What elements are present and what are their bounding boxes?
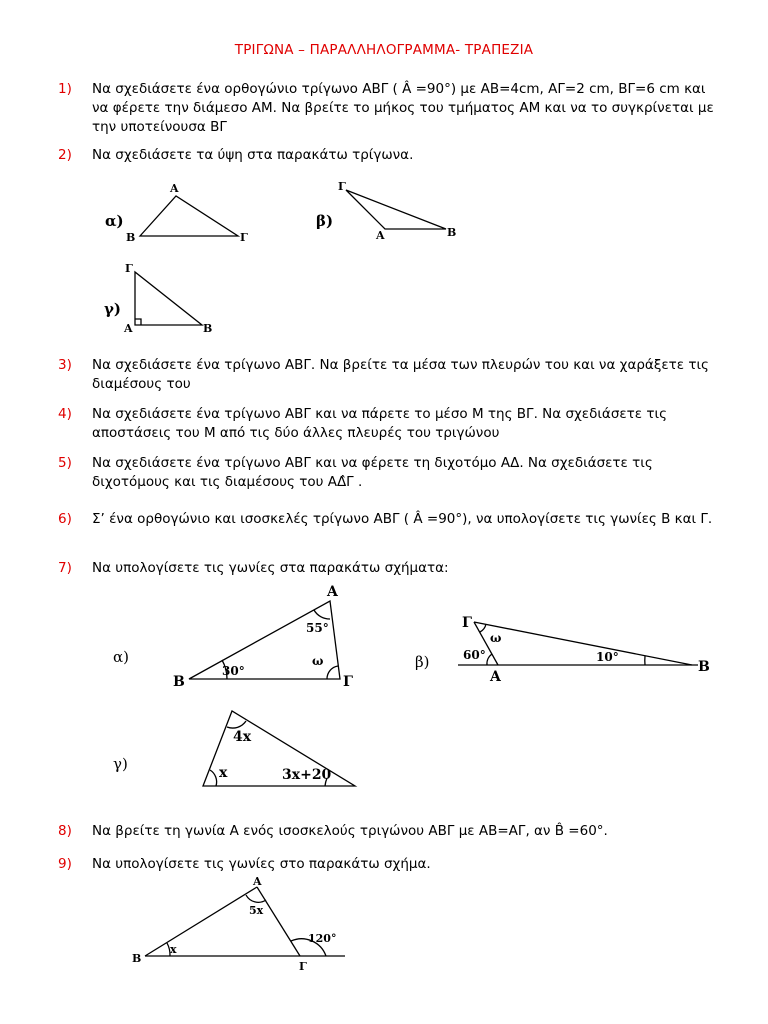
angle-label-7b-B: 10° [596, 650, 619, 664]
side-9-AB [145, 887, 257, 956]
angle-label-7c-top: 4x [233, 729, 252, 745]
question-text: Να σχεδιάσετε ένα τρίγωνο ΑΒΓ. Να βρείτε τα μέσα των πλευρών του και να χαράξετε τις διαμέσους του [92, 357, 709, 392]
right-angle-mark [135, 319, 141, 325]
triangle-2a [140, 196, 238, 236]
vertex-label-2c-B: B [203, 322, 213, 335]
caption-2a: α) [105, 212, 124, 230]
vertex-label-9-A: A [253, 875, 262, 888]
angle-label-7b-A: 60° [463, 648, 486, 662]
caption-2c: γ) [104, 300, 121, 318]
angle-label-7a-B: 30° [222, 664, 245, 678]
question-text: Να σχεδιάσετε ένα τρίγωνο ΑΒΓ και να φέρετε τη διχοτόμο ΑΔ. Να σχεδιάσετε τις διχοτόμους και τις διαμέσους του ΑΔ̂Γ . [92, 455, 653, 490]
angle-arc-7c-top [227, 721, 246, 728]
angle-label-9-A: 5x [249, 904, 264, 917]
question-text: Να βρείτε τη γωνία Α ενός ισοσκελούς τριγώνου ΑΒΓ με ΑΒ=ΑΓ, αν B̂ =60°. [92, 823, 608, 839]
angle-arc-7a-G [327, 666, 338, 679]
vertex-label-2a-B: B [126, 231, 136, 244]
vertex-label-7b-B: B [698, 659, 710, 675]
question-text: Σ’ ένα ορθογώνιο και ισοσκελές τρίγωνο ΑΒΓ ( Â =90°), να υπολογίσετε τις γωνίες Β και Γ. [92, 511, 713, 527]
angle-arc-7b-A [487, 654, 492, 665]
vertex-label-9-B: B [132, 952, 142, 965]
angle-label-9-B: x [170, 943, 177, 956]
caption-2b: β) [316, 212, 334, 230]
question-number: 3) [58, 357, 72, 373]
question-number: 1) [58, 81, 72, 97]
angle-label-7a-A: 55° [306, 621, 329, 635]
question-text: Να υπολογίσετε τις γωνίες στο παρακάτω σχήμα. [92, 856, 431, 872]
vertex-label-2a-A: A [170, 182, 179, 195]
triangle-2b [346, 190, 446, 229]
question-text: Να σχεδιάσετε τα ύψη στα παρακάτω τρίγωνα. [92, 147, 414, 163]
vertex-label-9-G: Γ [299, 960, 307, 973]
question-number: 8) [58, 823, 72, 839]
vertex-label-2c-A: A [124, 322, 133, 335]
side-7b-GB [474, 622, 692, 665]
question-text: Να υπολογίσετε τις γωνίες στα παρακάτω σχήματα: [92, 560, 449, 576]
question-number: 2) [58, 147, 72, 163]
angle-label-9-ext: 120° [308, 932, 337, 945]
question-text: Να σχεδιάσετε ένα ορθογώνιο τρίγωνο ΑΒΓ ( Â =90°) με ΑΒ=4cm, ΑΓ=2 cm, ΒΓ=6 cm και να φέρετε την διάμεσο ΑΜ. Να βρείτε το μήκος του τμήματος ΑΜ και να το συγκρίνεται με την υποτείνουσα ΒΓ [92, 81, 714, 135]
vertex-label-7a-B: B [173, 674, 185, 690]
vertex-label-7a-A: A [327, 584, 338, 600]
vertex-label-2b-A: A [376, 229, 385, 242]
angle-arc-7c-left [210, 770, 217, 786]
page-title: ΤΡΙΓΩΝΑ – ΠΑΡΑΛΛΗΛΟΓΡΑΜΜΑ- ΤΡΑΠΕΖΙΑ [234, 42, 534, 58]
vertex-label-7b-A: A [490, 669, 501, 685]
angle-label-7b-omega: ω [490, 631, 502, 645]
vertex-label-2b-B: B [447, 226, 457, 239]
side-9-AG [257, 887, 300, 956]
angle-arc-7a-A [314, 610, 330, 619]
triangle-2c [135, 272, 202, 325]
vertex-label-7b-G: Γ [462, 615, 472, 631]
vertex-label-2c-G: Γ [125, 262, 133, 275]
question-text: Να σχεδιάσετε ένα τρίγωνο ΑΒΓ και να πάρετε το μέσο Μ της ΒΓ. Να σχεδιάσετε τις αποστάσεις του Μ από τις δύο άλλες πλευρές του τριγώνου [92, 406, 668, 441]
question-number: 6) [58, 511, 72, 527]
question-number: 7) [58, 560, 72, 576]
question-number: 5) [58, 455, 72, 471]
question-number: 9) [58, 856, 72, 872]
angle-arc-7b-G [480, 624, 486, 632]
caption-7b: β) [415, 653, 430, 671]
question-number: 4) [58, 406, 72, 422]
angle-label-7c-left: x [219, 765, 228, 781]
angle-label-7c-right: 3x+20 [282, 767, 332, 783]
vertex-label-7a-G: Γ [343, 674, 353, 690]
vertex-label-2a-G: Γ [240, 231, 248, 244]
caption-7a: α) [113, 648, 129, 666]
caption-7c: γ) [113, 755, 128, 773]
angle-label-7a-G: ω [312, 654, 324, 668]
vertex-label-2b-G: Γ [338, 180, 346, 193]
